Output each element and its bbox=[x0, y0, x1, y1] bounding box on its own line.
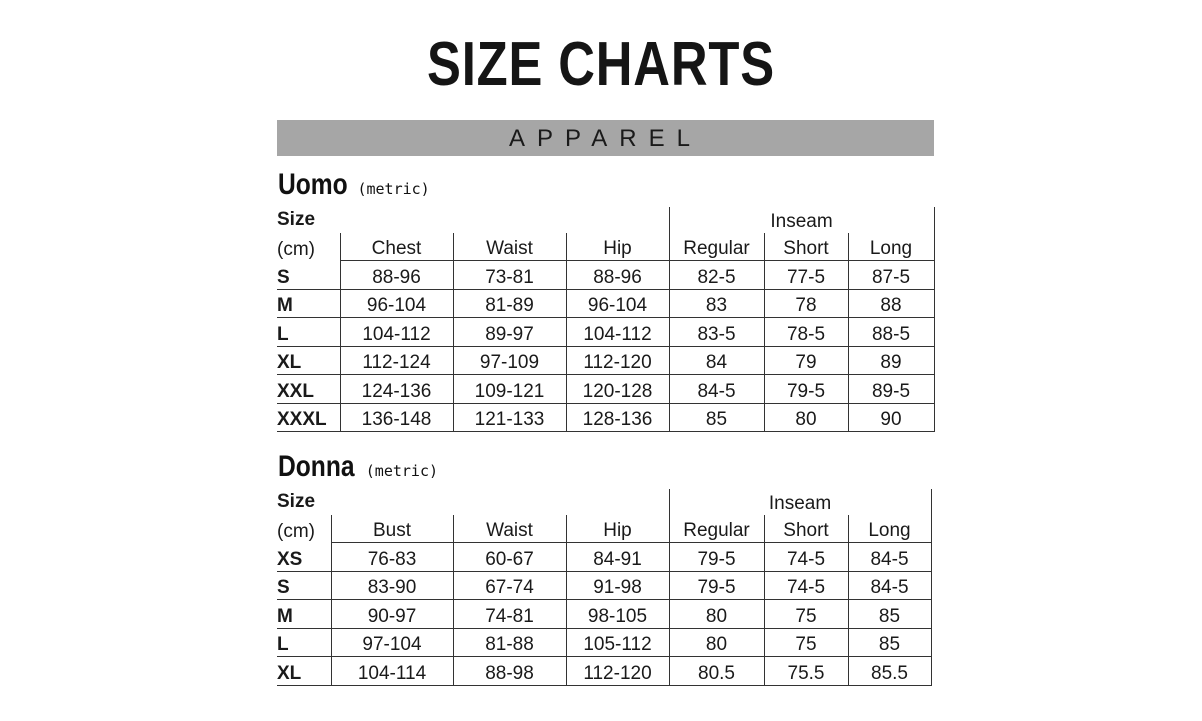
table-cell: 85 bbox=[848, 628, 931, 657]
table-row bbox=[277, 289, 934, 318]
table-cell: 80 bbox=[669, 628, 764, 657]
table-cell: 84-5 bbox=[669, 375, 764, 404]
table-cell: 80 bbox=[669, 600, 764, 629]
table-cell: 78 bbox=[764, 289, 848, 318]
section-name: Donna bbox=[278, 450, 355, 483]
table-cell: 112-120 bbox=[566, 346, 669, 375]
table-cell: 112-124 bbox=[340, 346, 453, 375]
table-cell: 75 bbox=[764, 600, 848, 629]
table-cell: 73-81 bbox=[453, 261, 566, 290]
size-cell: L bbox=[277, 628, 331, 657]
table-cell: 89-5 bbox=[848, 375, 934, 404]
size-label: Size bbox=[277, 209, 316, 230]
table-cell: 79 bbox=[764, 346, 848, 375]
table-cell: 97-109 bbox=[453, 346, 566, 375]
table-cell: 85 bbox=[848, 600, 931, 629]
table-cell: 96-104 bbox=[340, 289, 453, 318]
table-row bbox=[277, 375, 934, 404]
table-cell: 90 bbox=[848, 403, 934, 432]
table-row bbox=[277, 346, 934, 375]
size-cell: XL bbox=[277, 657, 331, 686]
column-header: Hip bbox=[566, 233, 669, 261]
table-cell: 87-5 bbox=[848, 261, 934, 290]
column-header: Waist bbox=[453, 233, 566, 261]
column-header: Short bbox=[764, 233, 848, 261]
table-cell: 96-104 bbox=[566, 289, 669, 318]
section-unit: (metric) bbox=[357, 180, 430, 198]
inseam-label: Inseam bbox=[669, 489, 931, 515]
column-header: Chest bbox=[340, 233, 453, 261]
size-cell: M bbox=[277, 289, 340, 318]
table-cell: 84-5 bbox=[848, 571, 931, 600]
size-cell: S bbox=[277, 261, 340, 290]
table-cell: 88-96 bbox=[566, 261, 669, 290]
column-header: Short bbox=[764, 515, 848, 543]
table-cell: 85.5 bbox=[848, 657, 931, 686]
table-cell: 83 bbox=[669, 289, 764, 318]
size-table-women bbox=[277, 489, 932, 686]
size-label: Size bbox=[277, 491, 316, 512]
table-row bbox=[277, 403, 934, 432]
table-header-row-top bbox=[277, 207, 934, 233]
size-cell: L bbox=[277, 318, 340, 347]
table-cell: 80.5 bbox=[669, 657, 764, 686]
size-cell: XXL bbox=[277, 375, 340, 404]
table-cell: 81-89 bbox=[453, 289, 566, 318]
table-row bbox=[277, 318, 934, 347]
table-header-row-top bbox=[277, 489, 931, 515]
size-cell: XL bbox=[277, 346, 340, 375]
table-cell: 104-114 bbox=[331, 657, 453, 686]
table-cell: 75 bbox=[764, 628, 848, 657]
table-header-row bbox=[277, 515, 931, 543]
table-cell: 82-5 bbox=[669, 261, 764, 290]
category-band: APPAREL bbox=[277, 120, 934, 156]
table-cell: 74-5 bbox=[764, 571, 848, 600]
table-cell: 88 bbox=[848, 289, 934, 318]
size-cell: XS bbox=[277, 543, 331, 572]
section-heading-men bbox=[278, 168, 430, 202]
table-row bbox=[277, 571, 931, 600]
table-cell: 88-5 bbox=[848, 318, 934, 347]
column-header: Hip bbox=[566, 515, 669, 543]
table-row bbox=[277, 261, 934, 290]
table-cell: 91-98 bbox=[566, 571, 669, 600]
unit-label: (cm) bbox=[277, 520, 315, 542]
size-cell: S bbox=[277, 571, 331, 600]
table-header-row bbox=[277, 233, 934, 261]
table-cell: 98-105 bbox=[566, 600, 669, 629]
table-cell: 88-96 bbox=[340, 261, 453, 290]
table-cell: 112-120 bbox=[566, 657, 669, 686]
table-cell: 89 bbox=[848, 346, 934, 375]
table-cell: 84-91 bbox=[566, 543, 669, 572]
size-cell: XXXL bbox=[277, 403, 340, 432]
column-header: Regular bbox=[669, 233, 764, 261]
table-cell: 77-5 bbox=[764, 261, 848, 290]
table-row bbox=[277, 628, 931, 657]
table-cell: 81-88 bbox=[453, 628, 566, 657]
table-cell: 79-5 bbox=[669, 543, 764, 572]
size-table-men bbox=[277, 207, 935, 432]
table-cell: 83-5 bbox=[669, 318, 764, 347]
table-cell: 75.5 bbox=[764, 657, 848, 686]
table-cell: 105-112 bbox=[566, 628, 669, 657]
table-cell: 136-148 bbox=[340, 403, 453, 432]
table-cell: 104-112 bbox=[566, 318, 669, 347]
table-cell: 80 bbox=[764, 403, 848, 432]
column-header: Regular bbox=[669, 515, 764, 543]
table-cell: 78-5 bbox=[764, 318, 848, 347]
inseam-label: Inseam bbox=[669, 207, 934, 233]
table-cell: 74-5 bbox=[764, 543, 848, 572]
table-cell: 88-98 bbox=[453, 657, 566, 686]
table-cell: 90-97 bbox=[331, 600, 453, 629]
table-cell: 79-5 bbox=[764, 375, 848, 404]
table-cell: 109-121 bbox=[453, 375, 566, 404]
table-cell: 84 bbox=[669, 346, 764, 375]
table-row bbox=[277, 600, 931, 629]
section-heading-women bbox=[278, 450, 438, 484]
column-header: Waist bbox=[453, 515, 566, 543]
section-name: Uomo bbox=[278, 168, 348, 201]
table-cell: 104-112 bbox=[340, 318, 453, 347]
table-cell: 76-83 bbox=[331, 543, 453, 572]
table-cell: 74-81 bbox=[453, 600, 566, 629]
unit-label: (cm) bbox=[277, 238, 315, 260]
size-cell: M bbox=[277, 600, 331, 629]
section-unit: (metric) bbox=[365, 462, 439, 480]
table-cell: 79-5 bbox=[669, 571, 764, 600]
table-cell: 120-128 bbox=[566, 375, 669, 404]
table-cell: 85 bbox=[669, 403, 764, 432]
table-cell: 60-67 bbox=[453, 543, 566, 572]
page-title: SIZE CHARTS bbox=[427, 30, 775, 99]
column-header: Long bbox=[848, 233, 934, 261]
table-cell: 121-133 bbox=[453, 403, 566, 432]
table-cell: 89-97 bbox=[453, 318, 566, 347]
table-cell: 83-90 bbox=[331, 571, 453, 600]
column-header: Bust bbox=[331, 515, 453, 543]
table-row bbox=[277, 543, 931, 572]
table-cell: 124-136 bbox=[340, 375, 453, 404]
table-row bbox=[277, 657, 931, 686]
column-header: Long bbox=[848, 515, 931, 543]
table-cell: 97-104 bbox=[331, 628, 453, 657]
table-cell: 67-74 bbox=[453, 571, 566, 600]
table-cell: 84-5 bbox=[848, 543, 931, 572]
table-cell: 128-136 bbox=[566, 403, 669, 432]
